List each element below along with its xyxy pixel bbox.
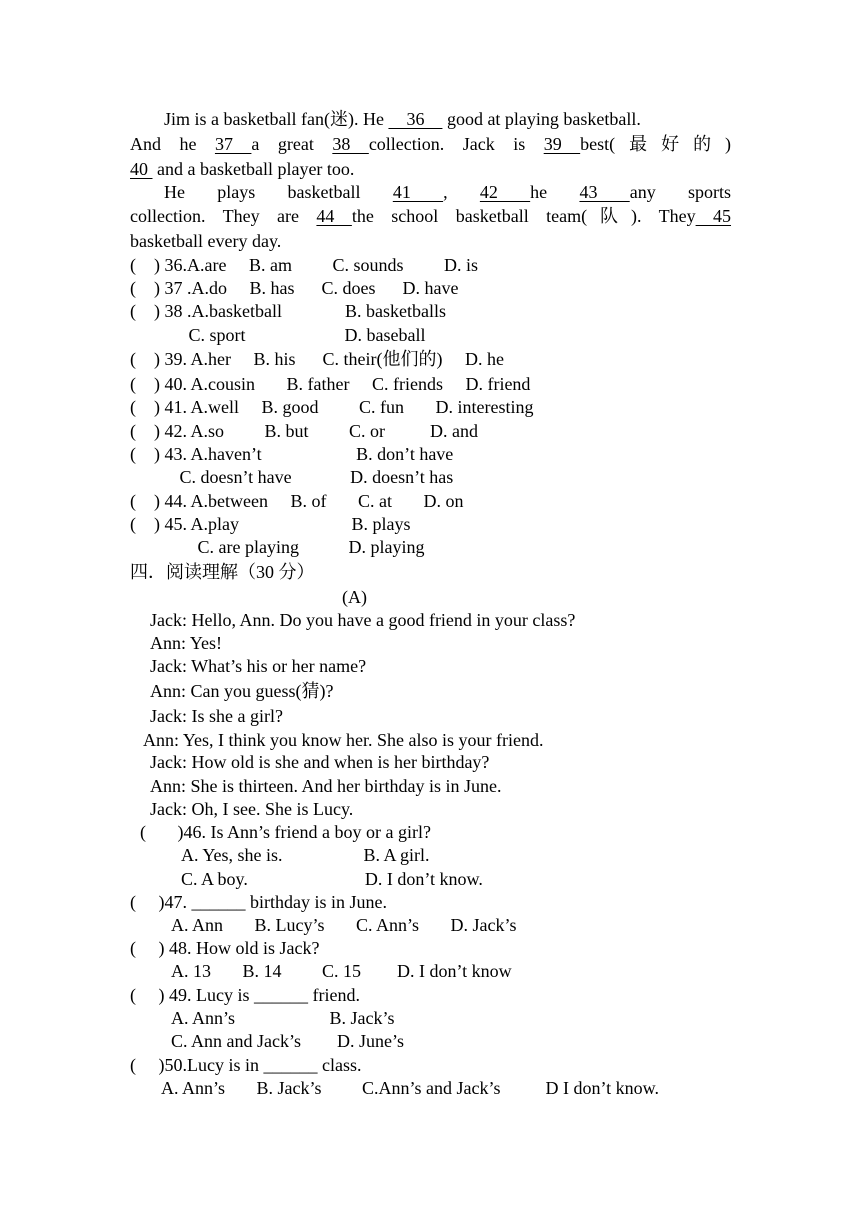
question-47-options: A. Ann B. Lucy’s C. Ann’s D. Jack’s	[171, 915, 517, 935]
cloze-line-3	[130, 158, 354, 180]
blank-39: 39	[543, 134, 581, 154]
question-50-options: A. Ann’s B. Jack’s C.Ann’s and Jack’s D I don’t know.	[161, 1078, 659, 1098]
cloze-line-5	[130, 205, 731, 227]
dialogue-line: Ann: Yes!	[150, 633, 223, 653]
blank-36: 36	[388, 109, 443, 129]
cloze-text: best(最好的)	[580, 134, 732, 154]
blank-41: 41	[392, 182, 444, 202]
dialogue-line: Jack: What’s his or her name?	[150, 656, 367, 676]
cloze-line-6: basketball every day.	[130, 231, 282, 251]
question-38: ( ) 38 .A.basketball B. basketballs	[130, 301, 446, 321]
question-46-options-2: C. A boy. D. I don’t know.	[181, 869, 483, 889]
question-45-options: C. are playing D. playing	[130, 537, 425, 557]
question-46-options-1: A. Yes, she is. B. A girl.	[181, 845, 430, 865]
blank-37: 37	[214, 134, 252, 154]
blank-42: 42	[479, 182, 531, 202]
blank-43: 43	[579, 182, 630, 202]
dialogue-line: Ann: Can you guess(猜)?	[150, 681, 334, 701]
cloze-text: Jim is a basketball fan(迷). He	[164, 109, 389, 129]
cloze-text: and a basketball player too.	[152, 159, 355, 179]
cloze-text: And he	[130, 134, 215, 154]
dialogue-line: Ann: She is thirteen. And her birthday is in June.	[150, 776, 502, 796]
blank-38: 38	[332, 134, 369, 154]
cloze-text: collection. They are	[130, 206, 317, 226]
cloze-line-1	[164, 108, 641, 130]
cloze-text: collection. Jack is	[368, 134, 544, 154]
question-50: ( )50.Lucy is in ______ class.	[130, 1055, 362, 1075]
question-42: ( ) 42. A.so B. but C. or D. and	[130, 421, 478, 441]
question-39: ( ) 39. A.her B. his C. their(他们的) D. he	[130, 349, 504, 369]
dialogue-line: Jack: How old is she and when is her birthday?	[150, 752, 490, 772]
dialogue-line: Jack: Is she a girl?	[150, 706, 283, 726]
dialogue-line: Jack: Hello, Ann. Do you have a good friend in your class?	[150, 610, 576, 630]
cloze-text: the school basketball team(队). They	[351, 206, 696, 226]
cloze-text: good at playing basketball.	[442, 109, 641, 129]
question-48-options: A. 13 B. 14 C. 15 D. I don’t know	[171, 961, 512, 981]
cloze-line-4	[164, 181, 731, 203]
question-43: ( ) 43. A.haven’t B. don’t have	[130, 444, 454, 464]
cloze-line-2	[130, 133, 731, 155]
cloze-text: He plays basketball	[164, 182, 393, 202]
blank-45: 45	[695, 206, 732, 226]
dialogue-line: Ann: Yes, I think you know her. She also is your friend.	[143, 730, 544, 750]
question-40: ( ) 40. A.cousin B. father C. friends D. friend	[130, 374, 531, 394]
cloze-text: he	[530, 182, 580, 202]
question-41: ( ) 41. A.well B. good C. fun D. interesting	[130, 397, 534, 417]
passage-label: (A)	[342, 587, 367, 607]
cloze-text: any sports	[629, 182, 731, 202]
question-38-options: C. sport D. baseball	[130, 325, 426, 345]
question-44: ( ) 44. A.between B. of C. at D. on	[130, 491, 464, 511]
question-37: ( ) 37 .A.do B. has C. does D. have	[130, 278, 459, 298]
question-48: ( ) 48. How old is Jack?	[130, 938, 320, 958]
section-title: 四．阅读理解（30 分）	[130, 562, 315, 582]
cloze-text: ,	[443, 182, 480, 202]
question-45: ( ) 45. A.play B. plays	[130, 514, 411, 534]
question-49: ( ) 49. Lucy is ______ friend.	[130, 985, 360, 1005]
question-49-options-2: C. Ann and Jack’s D. June’s	[171, 1031, 404, 1051]
question-47: ( )47. ______ birthday is in June.	[130, 892, 387, 912]
question-49-options-1: A. Ann’s B. Jack’s	[171, 1008, 395, 1028]
blank-44: 44	[316, 206, 352, 226]
cloze-text: a great	[251, 134, 333, 154]
question-36: ( ) 36.A.are B. am C. sounds D. is	[130, 255, 478, 275]
dialogue-line: Jack: Oh, I see. She is Lucy.	[150, 799, 354, 819]
question-43-options: C. doesn’t have D. doesn’t has	[130, 467, 454, 487]
blank-40: 40	[130, 159, 153, 179]
question-46: ( )46. Is Ann’s friend a boy or a girl?	[140, 822, 431, 842]
